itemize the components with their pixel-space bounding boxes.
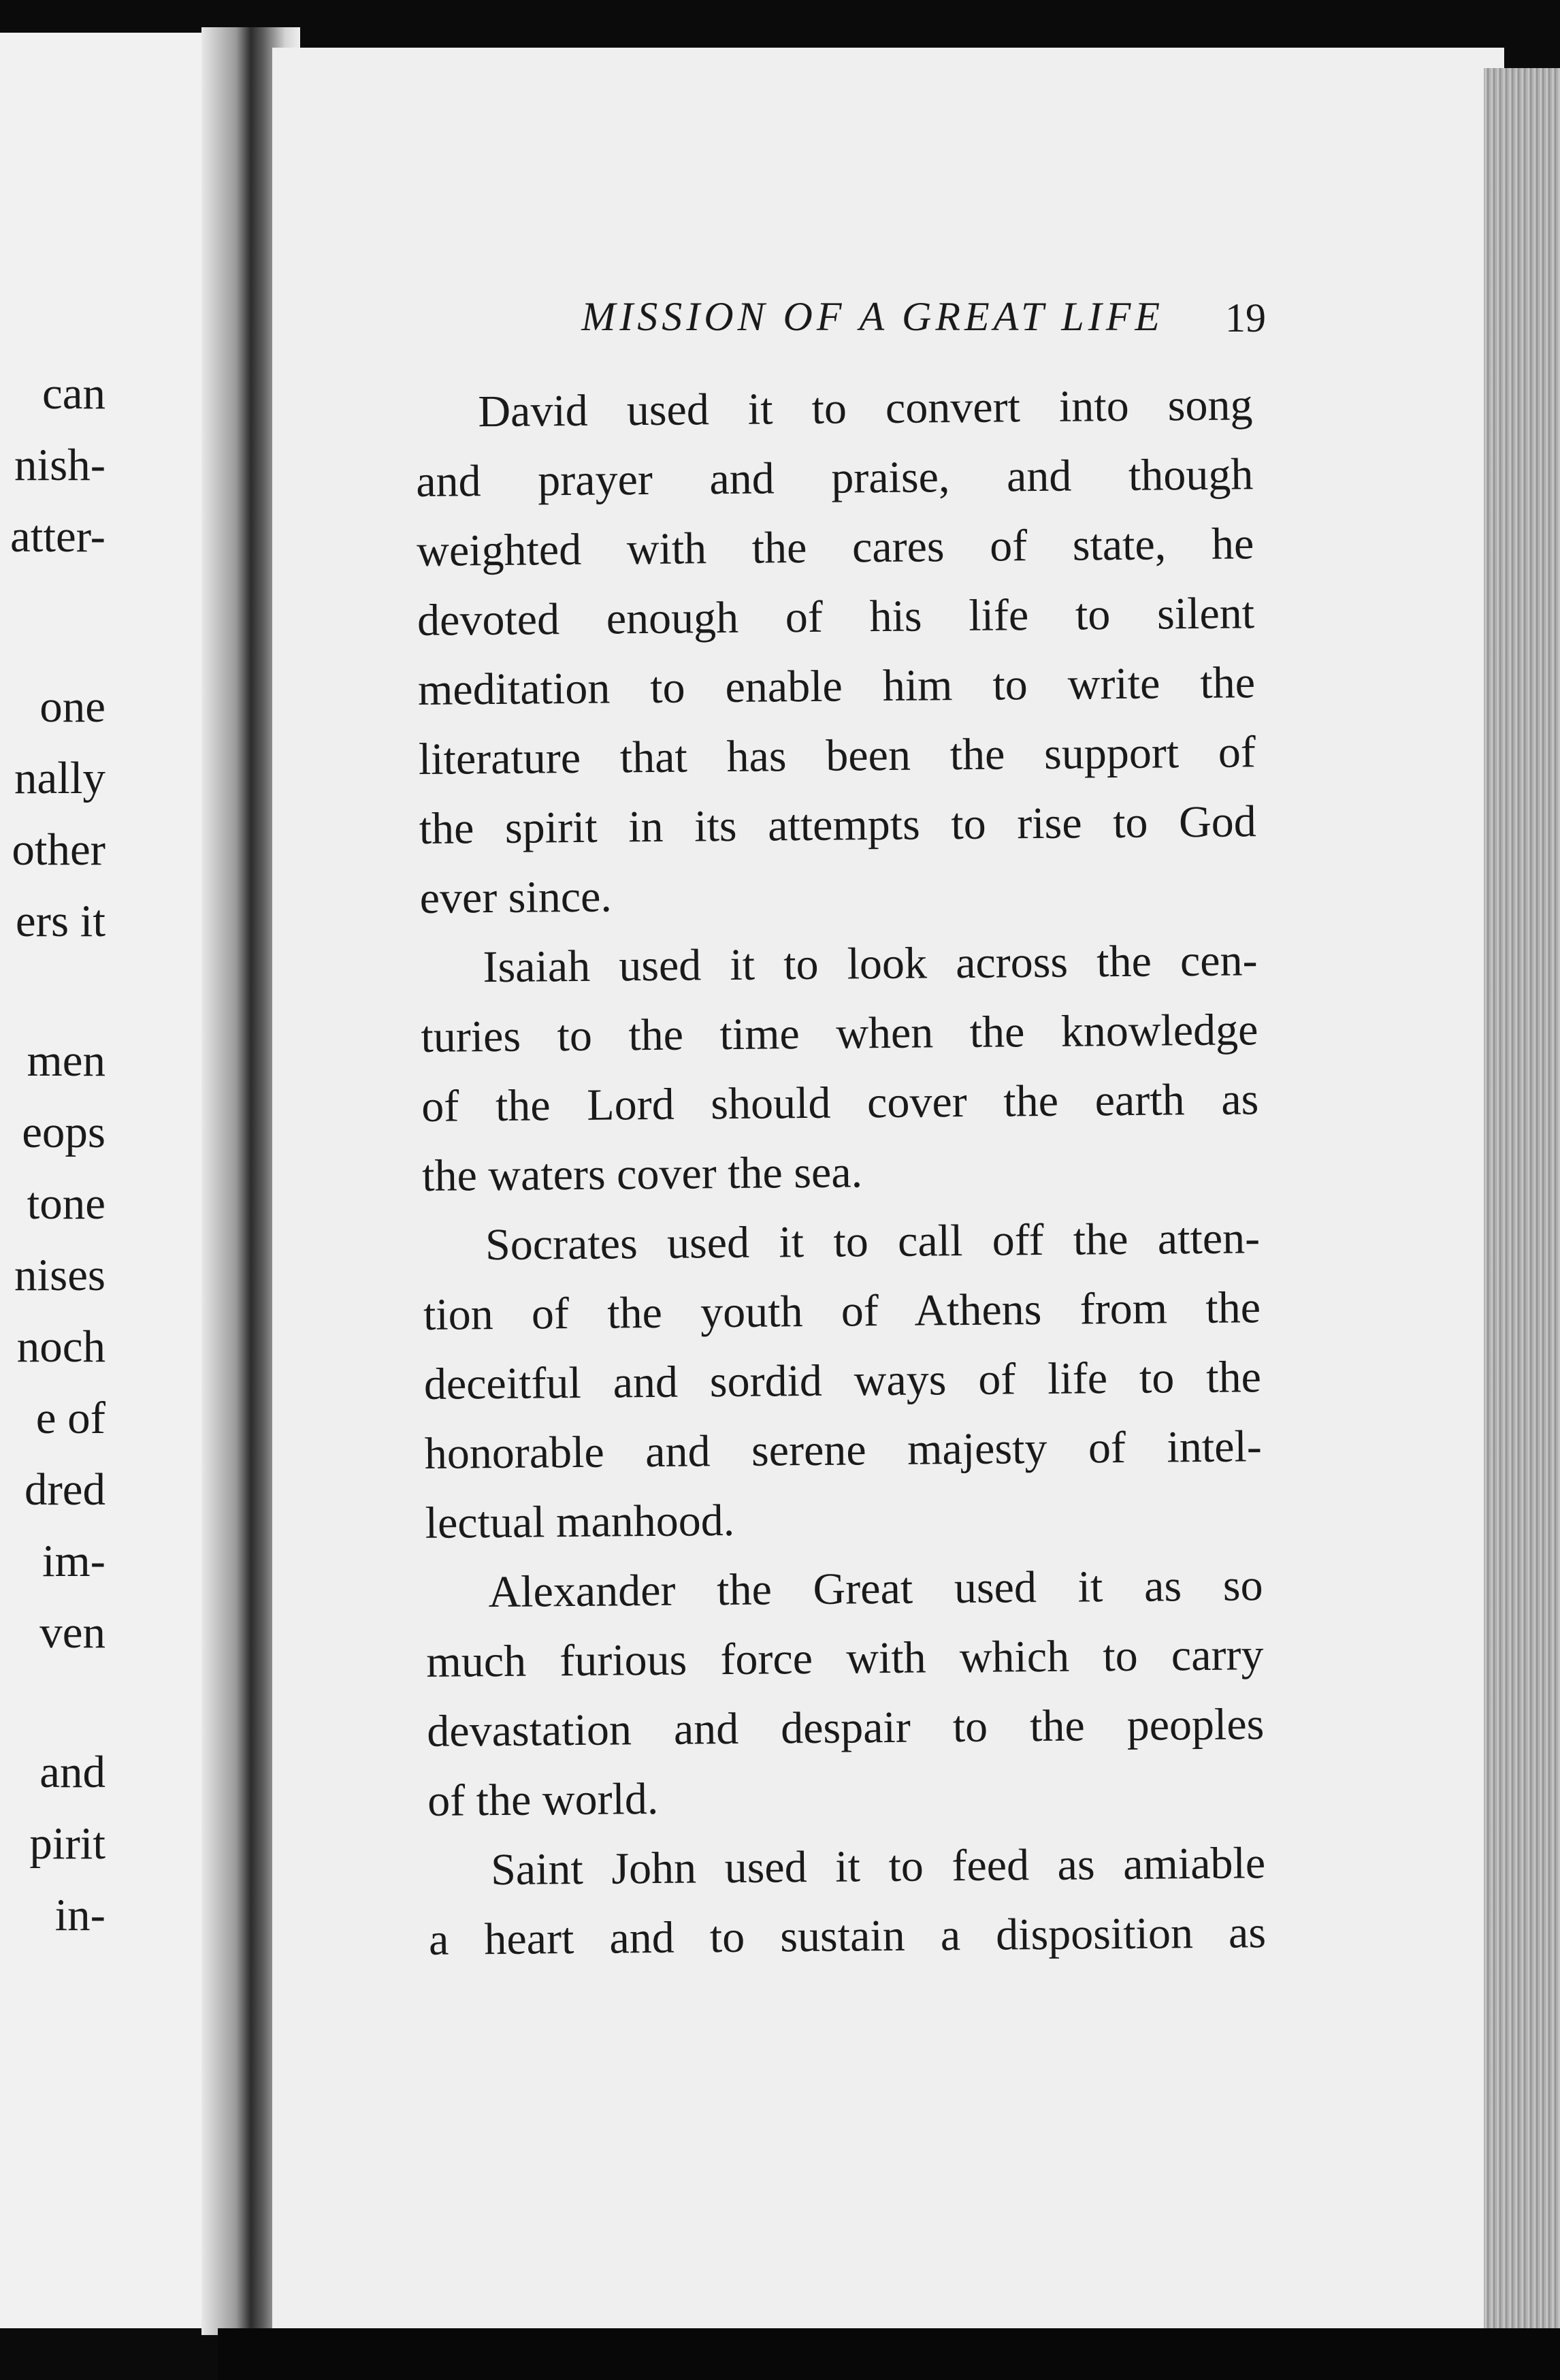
text-line: Saint John used it to feed as amiable — [490, 1838, 1266, 1895]
left-page-fragment: pirit — [29, 1818, 105, 1869]
paragraph-isaiah — [420, 926, 1260, 1211]
page-number: 19 — [1225, 295, 1266, 340]
text-line: turies to the time when the knowledge — [421, 1005, 1258, 1062]
left-page-fragment: one — [39, 681, 105, 732]
text-line: and prayer and praise, and though — [416, 449, 1254, 506]
left-page-fragment: nally — [14, 753, 105, 803]
left-page-fragment: ven — [39, 1607, 105, 1658]
text-line: deceitful and sordid ways of life to the — [423, 1352, 1262, 1409]
text-line: devastation and despair to the peoples — [427, 1699, 1265, 1756]
left-page-fragment: noch — [16, 1321, 105, 1372]
left-page-fragment: dred — [24, 1464, 105, 1515]
left-page-fragment: other — [12, 824, 105, 875]
text-line: Alexander the Great used it as so — [488, 1560, 1263, 1618]
text-line: meditation to enable him to write the — [417, 658, 1256, 715]
body-text — [415, 370, 1266, 1975]
text-line: weighted with the cares of state, he — [416, 519, 1254, 576]
text-line: lectual manhood. — [425, 1495, 735, 1548]
text-line: tion of the youth of Athens from the — [423, 1283, 1261, 1340]
left-page-fragment: men — [27, 1035, 105, 1086]
page-fore-edge — [1484, 68, 1560, 2335]
text-line: literature that has been the support of — [418, 727, 1256, 784]
left-page-fragment: in- — [54, 1890, 105, 1940]
text-line: a heart and to sustain a disposition as — [428, 1908, 1267, 1965]
text-line: the spirit in its attempts to rise to God — [419, 797, 1257, 854]
left-page-fragment: atter- — [10, 511, 105, 562]
text-line: the waters cover the sea. — [421, 1147, 863, 1201]
left-page-fragment: can — [42, 368, 105, 419]
left-page-fragment: tone — [27, 1178, 105, 1229]
scan-bottom-border — [218, 2328, 1560, 2380]
left-page-fragment: nish- — [14, 440, 105, 490]
paragraph-alexander — [425, 1551, 1265, 1836]
text-line: devoted enough of his life to silent — [417, 588, 1255, 645]
text-line: much furious force with which to carry — [426, 1630, 1264, 1687]
left-page-fragment: eops — [22, 1107, 105, 1157]
paragraph-saint-john — [428, 1829, 1267, 1975]
left-page-fragment: ers it — [15, 896, 105, 946]
paragraph-david — [415, 370, 1257, 933]
paragraph-socrates — [423, 1204, 1263, 1558]
text-line: Isaiah used it to look across the cen- — [483, 935, 1258, 993]
text-line: of the world. — [427, 1773, 659, 1826]
running-head: MISSION OF A GREAT LIFE — [581, 294, 1164, 339]
text-line: Socrates used it to call off the atten- — [485, 1213, 1261, 1270]
text-line: ever since. — [419, 871, 613, 923]
text-line: of the Lord should cover the earth as — [421, 1074, 1259, 1131]
left-page-fragment: im- — [42, 1536, 105, 1586]
text-line: David used it to convert into song — [478, 380, 1253, 437]
left-page-fragment: nises — [14, 1250, 105, 1300]
text-line: honorable and serene majesty of intel- — [424, 1421, 1263, 1479]
left-page-fragment: e of — [35, 1393, 105, 1443]
left-page-fragment: and — [39, 1747, 105, 1797]
